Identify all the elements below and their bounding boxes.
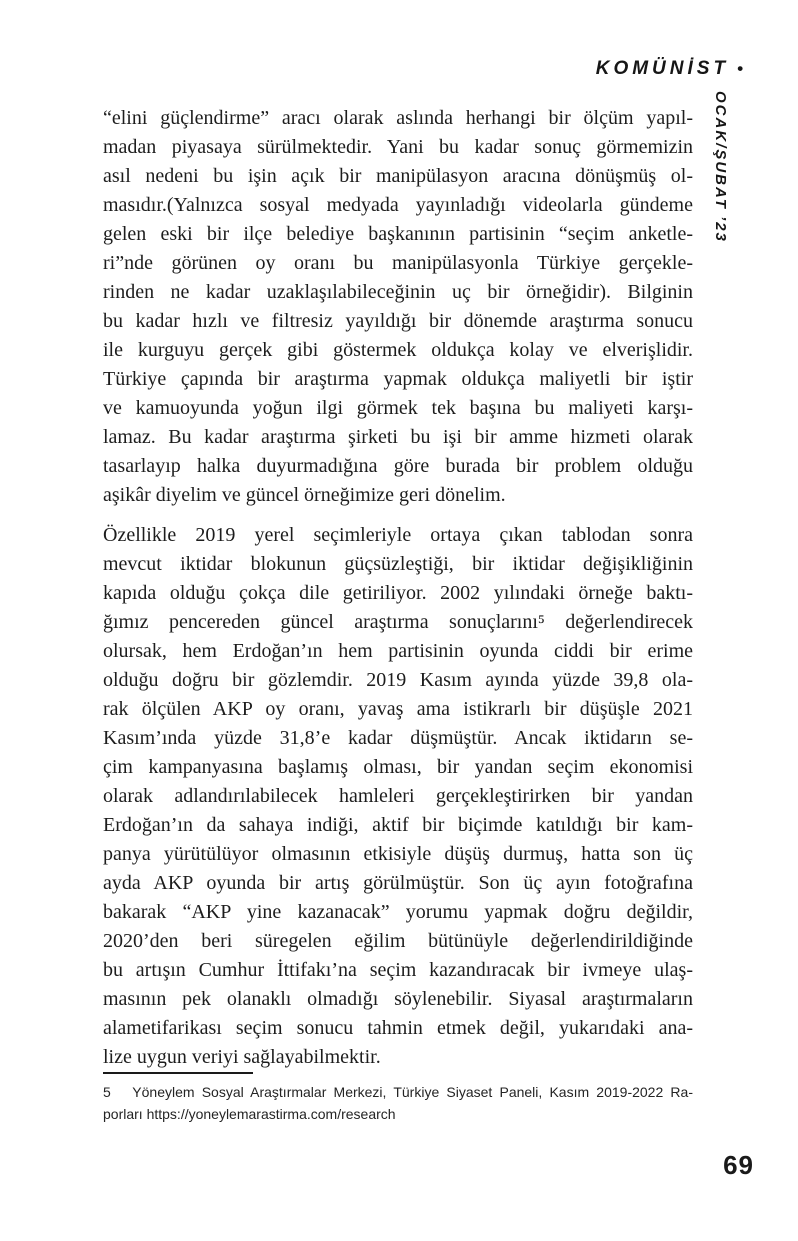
text-line: olduğu doğru bir gözlemdir. 2019 Kasım ayında yüzde 39,8 ola- <box>103 669 693 691</box>
footnote-line: porları https://yoneylemarastirma.com/research <box>103 1106 396 1122</box>
text-line: kapıda olduğu çokça dile getiriliyor. 2002 yılındaki örneğe baktı- <box>103 582 693 604</box>
text-line: masının pek olanaklı olmadığı söylenebilir. Siyasal araştırmaların <box>103 988 693 1010</box>
text-line: çim kampanyasına başlamış olması, bir yandan seçim ekonomisi <box>103 756 693 778</box>
text-line: ğımız pencereden güncel araştırma sonuçlarını⁵ değerlendirecek <box>103 611 693 633</box>
text-line: bu kadar hızlı ve filtresiz yayıldığı bir dönemde araştırma sonucu <box>103 310 693 332</box>
paragraph <box>103 104 693 510</box>
text-line: Özellikle 2019 yerel seçimleriyle ortaya çıkan tablodan sonra <box>103 524 693 546</box>
footnote <box>103 1072 693 1125</box>
paragraph <box>103 521 693 1072</box>
text-line: ayda AKP oyunda bir artış görülmüştür. Son üç ayın fotoğrafına <box>103 872 693 894</box>
text-line: “elini güçlendirme” aracı olarak aslında herhangi bir ölçüm yapıl- <box>103 107 693 129</box>
text-line: madan piyasaya sürülmektedir. Yani bu kadar sonuç görmemizin <box>103 136 693 158</box>
text-line: ile kurguyu gerçek gibi göstermek oldukça kolay ve elverişlidir. <box>103 339 693 361</box>
text-line: aşikâr diyelim ve güncel örneğimize geri dönelim. <box>103 484 506 506</box>
text-line: lamaz. Bu kadar araştırma şirketi bu işi bir amme hizmeti olarak <box>103 426 693 448</box>
text-line: Erdoğan’ın da sahaya indiği, aktif bir biçimde katıldığı bir kam- <box>103 814 693 836</box>
text-line: mevcut iktidar blokunun güçsüzleştiği, bir iktidar değişikliğinin <box>103 553 693 575</box>
issue-date-vertical: OCAK/ŞUBAT ’23 <box>712 91 729 243</box>
text-line: rinden ne kadar uzaklaşılabileceğinin uç bir örneğidir). Bilginin <box>103 281 693 303</box>
text-line: masıdır.(Yalnızca sosyal medyada yayınladığı videolarla gündeme <box>103 194 693 216</box>
text-line: asıl nedeni bu işin açık bir manipülasyon aracına dönüşmüş ol- <box>103 165 693 187</box>
text-line: olarak adlandırılabilecek hamleleri gerçekleştirirken bir yandan <box>103 785 693 807</box>
text-line: ri”nde görünen oy oranı bu manipülasyonla Türkiye gerçekle- <box>103 252 693 274</box>
text-line: tasarlayıp halka duyurmadığına göre burada bir problem olduğu <box>103 455 693 477</box>
footnote-rule <box>103 1072 253 1074</box>
article-body <box>103 104 693 1072</box>
page-header <box>596 58 743 80</box>
text-line: bakarak “AKP yine kazanacak” yorumu yapmak doğru değildir, <box>103 901 693 923</box>
text-line: Türkiye çapında bir araştırma yapmak oldukça maliyetli bir iştir <box>103 368 693 390</box>
text-line: lize uygun veriyi sağlayabilmektir. <box>103 1046 381 1068</box>
text-line: bu artışın Cumhur İttifakı’na seçim kazandıracak bir ivmeye ulaş- <box>103 959 693 981</box>
bullet-icon: • <box>737 59 743 78</box>
text-line: Kasım’ında yüzde 31,8’e kadar düşmüştür. Ancak iktidarın se- <box>103 727 693 749</box>
page-number: 69 <box>723 1150 754 1180</box>
text-line: panya yürütülüyor olmasının etkisiyle düşüş durmuş, hatta son üç <box>103 843 693 865</box>
text-line: rak ölçülen AKP oy oranı, yavaş ama istikrarlı bir düşüşle 2021 <box>103 698 693 720</box>
text-line: olursak, hem Erdoğan’ın hem partisinin oyunda ciddi bir erime <box>103 640 693 662</box>
footnote-line: 5 Yöneylem Sosyal Araştırmalar Merkezi, Türkiye Siyaset Paneli, Kasım 2019-2022 Ra- <box>103 1084 693 1100</box>
magazine-title: KOMÜNİST <box>595 58 730 79</box>
text-line: ve kamuoyunda yoğun ilgi görmek tek başına bu maliyeti karşı- <box>103 397 693 419</box>
text-line: 2020’den beri süregelen eğilim bütünüyle değerlendirildiğinde <box>103 930 693 952</box>
text-line: alametifarikası seçim sonucu tahmin etmek değil, yukarıdaki ana- <box>103 1017 693 1039</box>
text-line: gelen eski bir ilçe belediye başkanının partisinin “seçim anketle- <box>103 223 693 245</box>
